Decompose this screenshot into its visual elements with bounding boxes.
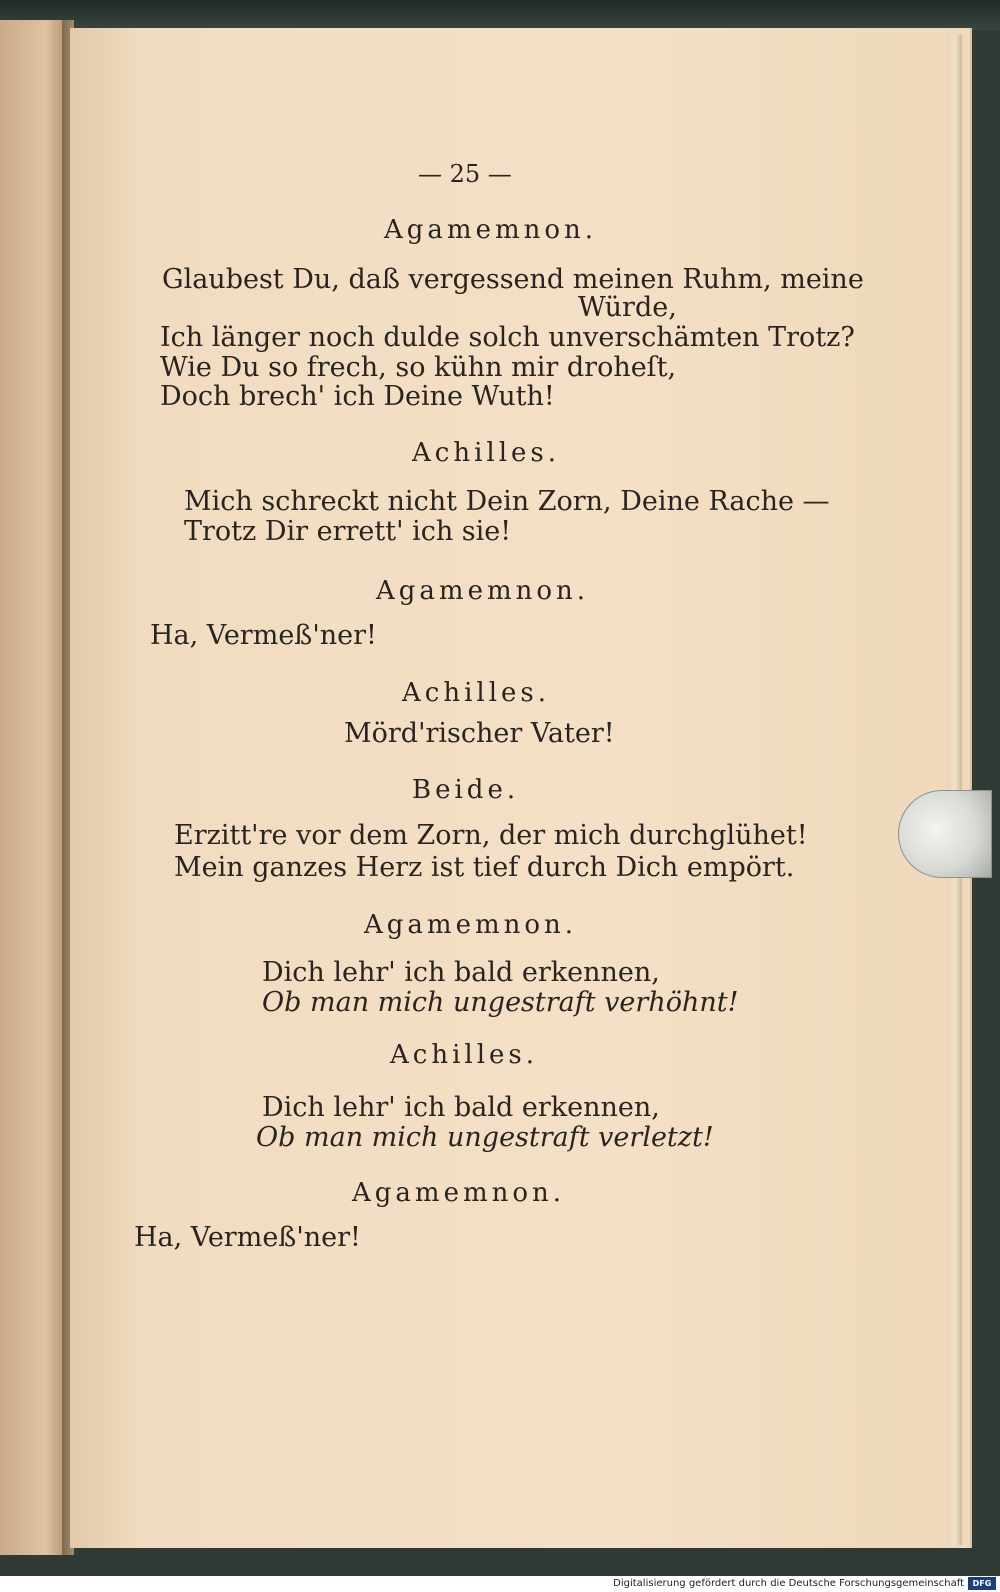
verse-line: Ha, Vermeß'ner! bbox=[134, 1222, 361, 1253]
verse-line: Trotz Dir errett' ich sie! bbox=[184, 516, 512, 547]
verse-line: Würde, bbox=[578, 292, 677, 323]
verse-line: Mich schreckt nicht Dein Zorn, Deine Rache — bbox=[184, 486, 830, 517]
speaker-name: Agamemnon. bbox=[384, 215, 598, 245]
speaker-name: Achilles. bbox=[412, 438, 561, 468]
verse-line: Dich lehr' ich bald erkennen, bbox=[262, 957, 660, 988]
left-page-edge bbox=[0, 20, 65, 1555]
page-number: — 25 — bbox=[418, 160, 512, 188]
scan-background-top bbox=[0, 0, 1000, 30]
verse-line: Ha, Vermeß'ner! bbox=[150, 620, 377, 651]
verse-line: Mein ganzes Herz ist tief durch Dich empört. bbox=[174, 852, 795, 883]
speaker-name: Achilles. bbox=[390, 1040, 539, 1070]
speaker-name: Agamemnon. bbox=[376, 576, 590, 606]
book-page bbox=[70, 28, 970, 1548]
dfg-logo: DFG bbox=[968, 1577, 996, 1590]
verse-line: Erzitt're vor dem Zorn, der mich durchglühet! bbox=[174, 820, 808, 851]
verse-line: Glaubest Du, daß vergessend meinen Ruhm, meine bbox=[162, 264, 864, 295]
verse-line: Ich länger noch dulde solch unverschämten Trotz? bbox=[160, 322, 855, 353]
funding-credit: Digitalisierung gefördert durch die Deutsche Forschungsgemeinschaft bbox=[613, 1578, 964, 1589]
verse-line: Ob man mich ungestraft verletzt! bbox=[256, 1122, 714, 1153]
verse-line: Ob man mich ungestraft verhöhnt! bbox=[262, 987, 739, 1018]
speaker-name: Agamemnon. bbox=[364, 910, 578, 940]
speaker-name: Beide. bbox=[412, 775, 520, 805]
speaker-name: Agamemnon. bbox=[352, 1178, 566, 1208]
verse-line: Dich lehr' ich bald erkennen, bbox=[262, 1092, 660, 1123]
page-clip bbox=[898, 790, 992, 878]
speaker-name: Achilles. bbox=[402, 678, 551, 708]
verse-line: Doch brech' ich Deine Wuth! bbox=[160, 381, 555, 412]
verse-line: Wie Du so frech, so kühn mir droheſt, bbox=[160, 352, 677, 383]
verse-line: Mörd'rischer Vater! bbox=[344, 718, 615, 749]
